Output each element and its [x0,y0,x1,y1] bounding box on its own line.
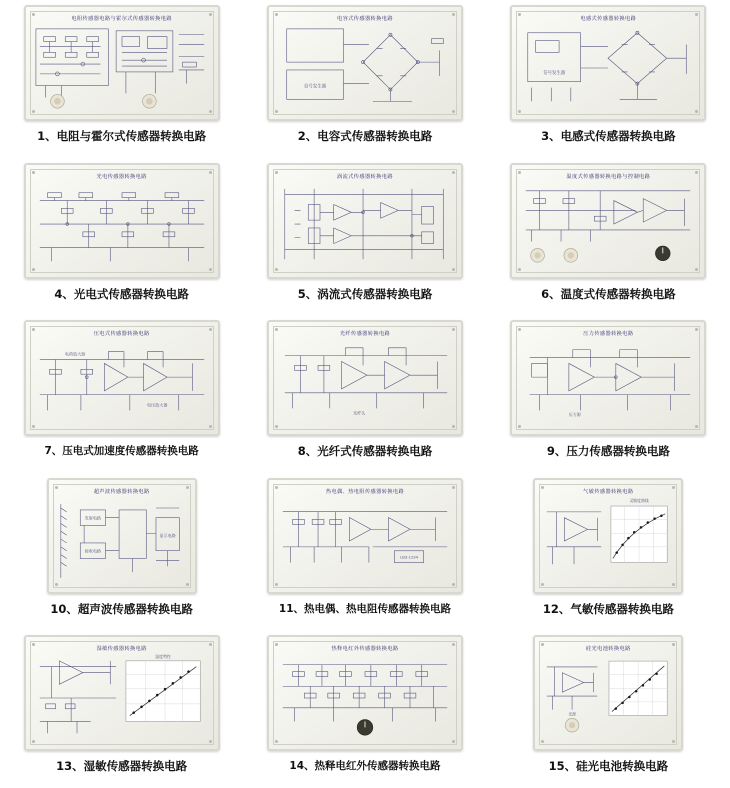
circuit-schematic [32,338,212,428]
gallery-item-11[interactable] [243,473,486,631]
panel-title: 气敏传感器转换电路 [583,488,634,495]
gallery-item-6[interactable] [487,158,730,316]
item-caption: 13、湿敏传感器转换电路 [56,759,188,774]
gallery-item-7[interactable] [0,315,243,473]
circuit-schematic [275,496,455,586]
panel-title: 热电偶、热电阻传感器转换电路 [325,488,405,495]
panel-wrapper [249,319,480,437]
gallery-item-10[interactable] [0,473,243,631]
block-label: 光源 [568,711,577,717]
circuit-schematic [55,496,189,586]
block-label: 信号发生器 [543,70,566,76]
gallery-item-14[interactable] [243,630,486,788]
item-caption: 6、温度式传感器转换电路 [541,286,676,301]
panel-wrapper [493,477,724,595]
block-label: 显示电路 [159,532,176,538]
circuit-schematic [518,181,698,271]
gallery-item-8[interactable] [243,315,486,473]
panel-title: 涡流式传感器转换电路 [337,173,393,180]
gallery-item-2[interactable] [243,0,486,158]
block-label: 压力源 [568,412,582,418]
experiment-panel-3[interactable] [510,5,706,121]
panel-title: 光纤传感器转换电路 [339,331,391,338]
item-caption: 8、光纤式传感器转换电路 [297,444,433,459]
gallery-item-5[interactable] [243,158,486,316]
block-label: 光纤头 [352,410,366,416]
panel-title: 湿敏传感器转换电路 [96,646,147,653]
gallery-item-4[interactable] [0,158,243,316]
circuit-schematic [32,181,212,271]
item-caption: 9、压力传感器转换电路 [546,444,670,459]
panel-wrapper [493,162,724,280]
circuit-schematic [275,653,455,743]
panel-wrapper [249,634,480,752]
panel-wrapper [6,162,237,280]
chart-label: 灵敏度曲线 [629,497,650,503]
item-caption: 4、光电式传感器转换电路 [54,286,189,301]
circuit-schematic [275,23,455,113]
circuit-schematic [518,23,698,113]
panel-title: 电阻传感器电路与霍尔式传感器转换电路 [71,16,172,22]
item-caption: 14、热释电红外传感器转换电路 [289,760,441,773]
experiment-panel-8[interactable] [267,320,463,436]
item-caption: 12、气敏传感器转换电路 [542,601,674,616]
item-caption: 10、超声波传感器转换电路 [50,601,193,616]
panel-wrapper [493,4,724,122]
circuit-schematic [32,653,212,743]
panel-wrapper [6,634,237,752]
experiment-panel-6[interactable] [510,163,706,279]
gallery-item-3[interactable] [487,0,730,158]
item-caption: 3、电感式传感器转换电路 [541,129,676,143]
panel-wrapper [6,319,237,437]
block-label: 电荷放大器 [64,351,85,357]
experiment-panel-7[interactable] [24,320,220,436]
chart-label: 湿度特性 [154,654,171,660]
panel-wrapper [493,319,724,437]
circuit-schematic [275,181,455,271]
panel-wrapper [6,4,237,122]
panel-wrapper [6,477,237,595]
experiment-panel-12[interactable] [533,478,683,594]
panel-wrapper [249,477,480,595]
block-label: 接收电路 [84,548,101,554]
circuit-schematic [32,23,212,113]
item-caption: 2、电容式传感器转换电路 [297,129,433,143]
panel-title: 压力传感器转换电路 [583,331,634,338]
experiment-panel-1[interactable] [24,5,220,121]
item-caption: 15、硅光电池转换电路 [548,759,669,774]
item-caption: 7、压电式加速度传感器转换电路 [44,445,199,458]
circuit-schematic [518,338,698,428]
gallery-item-13[interactable] [0,630,243,788]
gallery-item-12[interactable] [487,473,730,631]
experiment-panel-4[interactable] [24,163,220,279]
experiment-panel-9[interactable] [510,320,706,436]
circuit-schematic [541,496,675,586]
block-label: 信号发生器 [304,84,327,90]
item-caption: 1、电阻与霍尔式传感器转换电路 [37,129,207,143]
experiment-panel-13[interactable] [24,635,220,751]
panel-wrapper [249,162,480,280]
item-caption: 5、涡流式传感器转换电路 [297,286,433,301]
gallery-item-9[interactable] [487,315,730,473]
experiment-panel-10[interactable] [47,478,197,594]
panel-title: 硅光电池转换电路 [585,646,631,653]
experiment-panel-2[interactable] [267,5,463,121]
experiment-panel-14[interactable] [267,635,463,751]
panel-title: 热释电红外传感器转换电路 [331,646,399,653]
panel-title: 电容式传感器转换电路 [337,16,393,22]
panel-title: 超声波传感器转换电路 [93,488,150,495]
block-label: 电压放大器 [146,402,168,408]
block-label: 发射电路 [84,515,101,521]
experiment-panel-15[interactable] [533,635,683,751]
experiment-panel-11[interactable] [267,478,463,594]
panel-wrapper [493,634,724,752]
panel-wrapper [249,4,480,122]
panel-title: 温度式传感器转换电路与控制电路 [566,173,651,180]
item-caption: 11、热电偶、热电阻传感器转换电路 [278,602,452,615]
experiment-panel-5[interactable] [267,163,463,279]
panel-title: 光电传感器转换电路 [96,173,147,180]
gallery-item-1[interactable] [0,0,243,158]
panel-title: 压电式传感器转换电路 [93,331,150,338]
block-label: LED-1234 [399,555,419,560]
gallery-item-15[interactable] [487,630,730,788]
panel-title: 电感式传感器转换电路 [580,16,637,22]
circuit-schematic [541,653,675,743]
circuit-schematic [275,338,455,428]
